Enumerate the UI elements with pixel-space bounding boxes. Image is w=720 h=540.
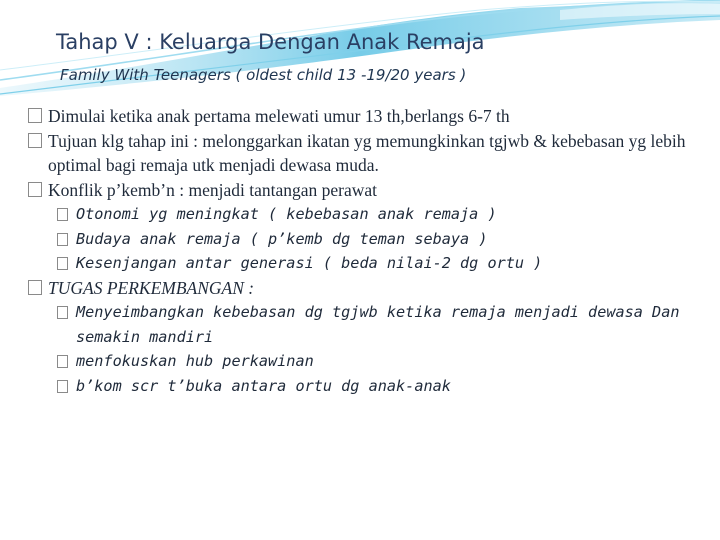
sub-bullet-box-icon xyxy=(57,306,68,319)
bullet-box-icon xyxy=(28,133,42,148)
sub-bullet-box-icon xyxy=(57,257,68,270)
sub-bullet-item xyxy=(28,227,698,252)
sub-bullet-item xyxy=(28,374,698,399)
sub-bullet-item xyxy=(28,251,698,276)
slide-title: Tahap V : Keluarga Dengan Anak Remaja xyxy=(56,30,485,54)
bullet-item xyxy=(28,104,698,129)
sub-bullet-item xyxy=(28,300,698,349)
sub-bullet-text: b’kom scr t’buka antara ortu dg anak-anak xyxy=(76,376,451,395)
sub-bullet-text: Menyeimbangkan kebebasan dg tgjwb ketika remaja menjadi dewasa Dan semakin mandiri xyxy=(76,303,680,346)
bullet-box-icon xyxy=(28,108,42,123)
bullet-box-icon xyxy=(28,182,42,197)
sub-bullet-text: Kesenjangan antar generasi ( beda nilai-2 dg ortu ) xyxy=(76,254,543,272)
bullet-text: TUGAS PERKEMBANGAN : xyxy=(48,277,255,298)
sub-bullet-item xyxy=(28,202,698,227)
sub-bullet-text: menfokuskan hub perkawinan xyxy=(76,352,314,370)
sub-bullet-box-icon xyxy=(57,380,68,393)
sub-bullet-text: Budaya anak remaja ( p’kemb dg teman sebaya ) xyxy=(76,229,488,248)
bullet-item xyxy=(28,129,698,178)
sub-bullet-item xyxy=(28,349,698,374)
slide-body xyxy=(28,104,698,398)
bullet-text: Tujuan klg tahap ini : melonggarkan ikatan yg memungkinkan tgjwb & kebebasan yg lebih optimal bagi remaja utk menjadi dewasa muda. xyxy=(48,130,686,175)
sub-bullet-box-icon xyxy=(57,233,68,246)
slide-subtitle: Family With Teenagers ( oldest child 13 -19/20 years ) xyxy=(60,66,467,84)
sub-bullet-box-icon xyxy=(57,208,68,221)
bullet-item xyxy=(28,178,698,203)
bullet-text: Dimulai ketika anak pertama melewati umur 13 th,berlangs 6-7 th xyxy=(48,106,510,126)
bullet-box-icon xyxy=(28,280,42,295)
bullet-item xyxy=(28,276,698,301)
sub-bullet-box-icon xyxy=(57,355,68,368)
sub-bullet-text: Otonomi yg meningkat ( kebebasan anak remaja ) xyxy=(76,205,497,223)
bullet-text: Konflik p’kemb’n : menjadi tantangan perawat xyxy=(48,179,377,200)
